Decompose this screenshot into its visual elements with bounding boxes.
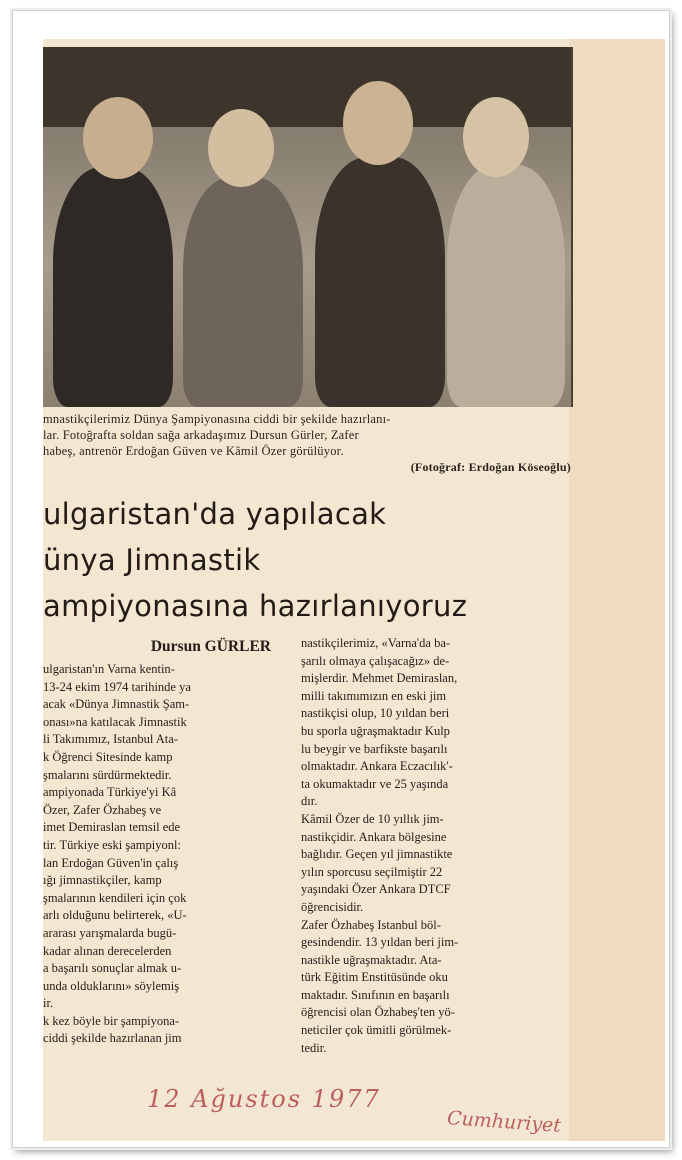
body-line: unda olduklarını» söylemiş bbox=[43, 978, 180, 993]
body-line: şmalarını sürdürmektedir. bbox=[43, 767, 172, 782]
body-line: mişlerdir. Mehmet Demiraslan, bbox=[301, 671, 458, 686]
person-4 bbox=[447, 165, 565, 407]
body-line: Zafer Özhabeş Istanbul böl- bbox=[301, 917, 441, 932]
headline-line: ulgaristan'da yapılacak bbox=[43, 497, 387, 531]
body-line: bu sporla uğraşmaktadır Kulp bbox=[301, 723, 450, 738]
body-line: nastikçisi olup, 10 yıldan beri bbox=[301, 706, 450, 721]
body-line: öğrencisidir. bbox=[301, 899, 364, 914]
person-1 bbox=[53, 167, 173, 407]
body-line: ulgaristan'ın Varna kentin- bbox=[43, 662, 175, 676]
newspaper-clipping bbox=[43, 39, 665, 1141]
body-line: olmaktadır. Ankara Eczacılık'- bbox=[301, 759, 453, 774]
body-line: türk Eğitim Enstitüsünde oku bbox=[301, 970, 448, 985]
caption-line: lar. Fotoğrafta soldan sağa arkadaşımız Dursun Gürler, Zafer bbox=[43, 428, 359, 442]
person-3 bbox=[315, 157, 445, 407]
body-line: Kâmil Özer de 10 yıllık jim- bbox=[301, 811, 444, 826]
photo-caption bbox=[43, 411, 571, 475]
body-line: ta okumaktadır ve 25 yaşında bbox=[301, 776, 449, 791]
person-1-head bbox=[83, 97, 153, 179]
body-line: arlı olduğunu belirterek, «U- bbox=[43, 908, 187, 923]
body-line: şmalarının kendileri için çok bbox=[43, 890, 187, 905]
body-line: onası»na katılacak Jimnastik bbox=[43, 714, 187, 729]
handwritten-newspaper-name: Cumhuriyet bbox=[446, 1107, 562, 1137]
team-photo bbox=[43, 47, 573, 407]
body-line: k Öğrenci Sitesinde kamp bbox=[43, 749, 173, 764]
scan-frame bbox=[12, 10, 670, 1148]
body-line: tir. Türkiye eski şampiyonl: bbox=[43, 837, 181, 852]
body-line: maktadır. Sınıfının en başarılı bbox=[301, 987, 450, 1002]
body-line: kadar alınan derecelerden bbox=[43, 943, 172, 958]
body-line: Özer, Zafer Özhabeş ve bbox=[43, 802, 162, 817]
body-line: k kez böyle bir şampiyona- bbox=[43, 1013, 180, 1028]
article-headline bbox=[43, 491, 583, 629]
body-line: şarılı olmaya çalışacağız» de- bbox=[301, 653, 450, 668]
caption-line: mnastikçilerimiz Dünya Şampiyonasına ciddi bir şekilde hazırlanı- bbox=[43, 412, 391, 426]
body-line: tedir. bbox=[301, 1040, 327, 1055]
body-line: ığı jimnastikçiler, kamp bbox=[43, 873, 162, 888]
body-line: bağlıdır. Geçen yıl jimnastikte bbox=[301, 847, 453, 862]
body-line: ampiyonada Türkiye'yi Kâ bbox=[43, 785, 177, 800]
body-line: acak «Dünya Jimnastik Şam- bbox=[43, 697, 190, 712]
body-line: öğrencisi olan Özhabeş'ten yö- bbox=[301, 1005, 455, 1020]
body-line: ciddi şekilde hazırlanan jim bbox=[43, 1031, 182, 1046]
body-line: lan Erdoğan Güven'in çalış bbox=[43, 855, 179, 870]
body-line: dır. bbox=[301, 794, 318, 809]
person-3-head bbox=[343, 81, 413, 165]
body-line: imet Demiraslan temsil ede bbox=[43, 820, 181, 835]
article-column-left bbox=[43, 635, 275, 1048]
handwritten-date: 12 Ağustos 1977 bbox=[147, 1085, 381, 1113]
article-column-right bbox=[301, 635, 567, 1057]
person-2-head bbox=[208, 109, 274, 187]
body-line: nastikçilerimiz, «Varna'da ba- bbox=[301, 636, 451, 650]
body-line: nastikçidir. Ankara bölgesine bbox=[301, 829, 447, 844]
headline-line: ampiyonasına hazırlanıyoruz bbox=[43, 589, 468, 623]
body-line: lu beygir ve barfikste başarılı bbox=[301, 741, 448, 756]
photo-credit: (Fotoğraf: Erdoğan Köseoğlu) bbox=[410, 460, 571, 474]
body-line: 13-24 ekim 1974 tarihinde ya bbox=[43, 679, 191, 694]
body-line: yılın sporcusu seçilmiştir 22 bbox=[301, 864, 443, 879]
person-2 bbox=[183, 177, 303, 407]
body-line: neticiler çok ümitli görülmek- bbox=[301, 1023, 452, 1038]
body-line: gesindendir. 13 yıldan beri jim- bbox=[301, 935, 459, 950]
paper-margin bbox=[569, 39, 665, 1141]
headline-line: ünya Jimnastik bbox=[43, 543, 261, 577]
body-line: yaşındaki Özer Ankara DTCF bbox=[301, 882, 451, 897]
body-line: a başarılı sonuçlar almak u- bbox=[43, 961, 182, 976]
body-line: ir. bbox=[43, 996, 54, 1011]
body-line: ararası yarışmalarda bugü- bbox=[43, 925, 177, 940]
body-line: milli takımımızın en eski jim bbox=[301, 688, 447, 703]
body-line: li Takımımız, Istanbul Ata- bbox=[43, 732, 178, 747]
caption-line: habeş, antrenör Erdoğan Güven ve Kâmil Özer görülüyor. bbox=[43, 444, 344, 458]
person-4-head bbox=[463, 97, 529, 177]
byline: Dursun GÜRLER bbox=[150, 638, 271, 655]
body-line: nastikle uğraşmaktadır. Ata- bbox=[301, 952, 442, 967]
